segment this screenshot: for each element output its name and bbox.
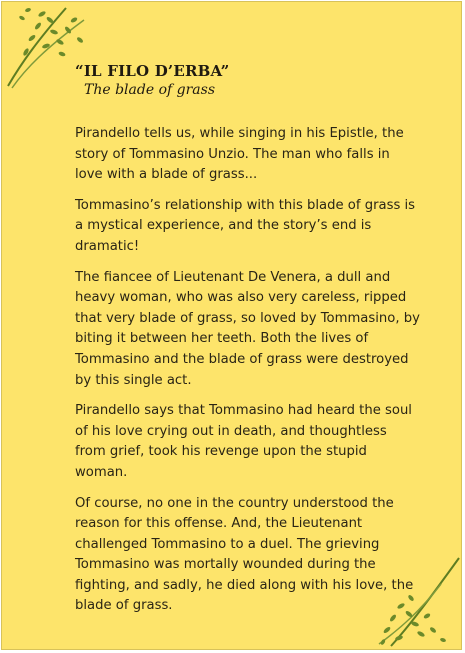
document-subtitle: The blade of grass xyxy=(84,82,216,98)
document-page xyxy=(1,1,462,650)
document-title: “IL FILO D’ERBA” xyxy=(75,62,230,80)
grass-sprig-icon xyxy=(371,554,461,649)
document-body xyxy=(75,124,420,627)
paragraph: The fiancee of Lieutenant De Venera, a dull and heavy woman, who was also very careless, ripped that very blade of grass, so loved by Tommasino, by biting it between her teeth. Both the lives of Tommasino and the blade of grass were destroyed by this single act. xyxy=(75,269,420,388)
paragraph: Tommasino’s relationship with this blade of grass is a mystical experience, and the story’s end is dramatic! xyxy=(75,197,416,254)
paragraph: Of course, no one in the country understood the reason for this offense. And, the Lieutenant challenged Tommasino to a duel. The grieving Tommasino was mortally wounded during the fighting, and sadly, he died along with his love, the blade of grass. xyxy=(75,495,414,614)
paragraph: Pirandello tells us, while singing in his Epistle, the story of Tommasino Unzio. The man who falls in love with a blade of grass... xyxy=(75,126,404,183)
paragraph: Pirandello says that Tommasino had heard the soul of his love crying out in death, and thoughtless from grief, took his revenge upon the stupid woman. xyxy=(75,403,412,480)
